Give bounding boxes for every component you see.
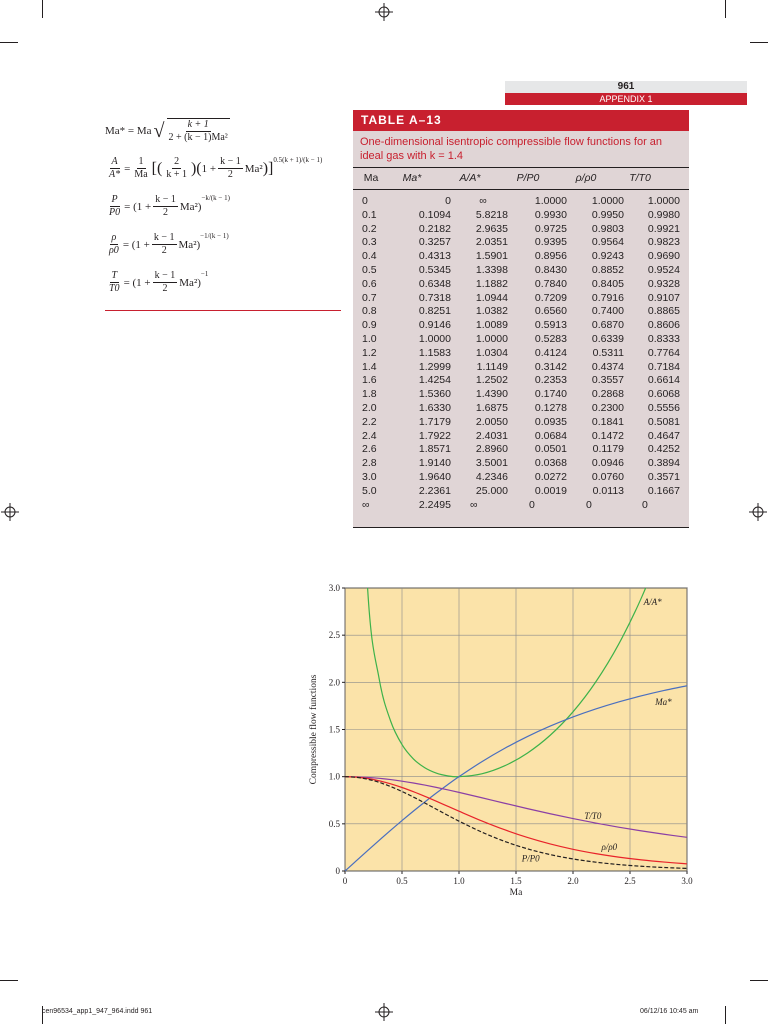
formula-lhs-den: ρ0 xyxy=(109,245,119,256)
table-cell: 1.6330 xyxy=(418,402,451,414)
y-tick-label: 0.5 xyxy=(328,818,340,829)
table-rule xyxy=(353,167,689,168)
table-cell: 1.1583 xyxy=(418,346,451,359)
table-cell: 0.9930 xyxy=(534,208,567,221)
table-cell: 0.5345 xyxy=(418,264,451,276)
table-cell: 0.2 xyxy=(362,222,377,235)
table-cell: 0.8 xyxy=(362,305,377,318)
table-cell: 2.0 xyxy=(362,402,377,414)
y-tick-label: 1.0 xyxy=(328,771,340,782)
formula-exponent: 0.5(k + 1)/(k − 1) xyxy=(273,156,323,164)
crop-mark xyxy=(725,0,726,18)
table-cell: 2.0050 xyxy=(475,415,508,428)
table-cell: 1.5360 xyxy=(418,388,451,401)
formula-exponent: −1 xyxy=(200,270,209,278)
table-cell: 0.0935 xyxy=(534,415,567,428)
table-column-header: Ma xyxy=(363,172,379,184)
table-cell: 0.3557 xyxy=(591,374,624,387)
formula-lhs-num: A xyxy=(111,156,118,167)
table-cell: 1.7179 xyxy=(418,415,451,428)
table-cell: 0.7209 xyxy=(534,291,567,304)
table-cell: 0.3142 xyxy=(534,360,567,373)
series-label: ρ/ρ0 xyxy=(601,842,618,853)
table-cell: 0.5081 xyxy=(647,415,680,428)
table-cell: 0.4 xyxy=(362,250,377,263)
table-cell: 1.0089 xyxy=(475,319,508,332)
crop-mark xyxy=(725,1006,726,1024)
table-cell: 0.0368 xyxy=(534,457,567,470)
table-cell: 1.1882 xyxy=(475,277,508,290)
table-cell: 0.1841 xyxy=(591,415,624,428)
flow-functions-chart xyxy=(300,580,700,910)
table-rule xyxy=(353,527,689,528)
y-tick-label: 2.0 xyxy=(328,677,340,688)
table-cell: 0.9980 xyxy=(647,208,680,221)
table-cell: 0.8852 xyxy=(591,264,624,276)
table-column-header: ρ/ρ0 xyxy=(575,172,597,184)
table-cell: 2.4 xyxy=(362,429,377,442)
table-cell: 0.9564 xyxy=(591,236,624,249)
table-cell: 0.7184 xyxy=(647,360,680,373)
table-cell: 1.0000 xyxy=(647,195,680,207)
table-cell: 0.4374 xyxy=(591,360,624,373)
table-cell: 1.0000 xyxy=(475,333,508,345)
table-cell: 0.6339 xyxy=(591,333,624,345)
table-cell: 0.9725 xyxy=(534,222,567,235)
x-tick-label: 2.0 xyxy=(567,876,579,886)
table-cell: 0.8956 xyxy=(534,250,567,263)
table-cell: 2.9635 xyxy=(475,222,508,235)
formula-density-ratio: $\frac{\rho}{\rho 0}$ = (1 + $\frac{k - 1}{2}$ Ma²) $^{-1/(k - 1)}$ xyxy=(109,232,229,256)
registration-mark-icon xyxy=(375,1003,393,1021)
table-cell: 0.8251 xyxy=(418,305,451,318)
table-cell: 0.0113 xyxy=(592,484,624,497)
table-cell: 2.8 xyxy=(362,457,377,470)
formula-lhs-den: P0 xyxy=(109,207,121,218)
table-cell: 0.4313 xyxy=(418,250,451,263)
table-cell: 2.8960 xyxy=(475,443,508,456)
table-rule xyxy=(353,189,689,190)
table-column-header: Ma* xyxy=(402,172,422,184)
formula-pressure-ratio: $\frac{P}{P0}$ = (1 + $\frac{k - 1}{2}$ Ma²) $^{-k/(k - 1)}$ xyxy=(109,194,230,218)
crop-mark xyxy=(750,42,768,43)
table-title: TABLE A–13 xyxy=(361,113,442,127)
table-cell: 1.1149 xyxy=(476,360,508,373)
table-cell: 0.2353 xyxy=(534,374,567,387)
table-cell: 0.5283 xyxy=(534,333,567,345)
table-cell: 0.2182 xyxy=(418,222,451,235)
footer-date: 06/12/16 10:45 am xyxy=(640,1008,699,1015)
formula-lhs-den: A* xyxy=(109,169,121,180)
table-cell: 1.7922 xyxy=(418,429,451,442)
table-cell: 2.4031 xyxy=(475,429,508,442)
table-cell: 0.1 xyxy=(362,208,377,221)
table-cell: 0.0684 xyxy=(534,429,567,442)
page-number: 961 xyxy=(617,81,635,92)
formula-ma-star: Ma* = Ma √ $\frac{k + 1}{\text{2 + (k − 1)Ma²}}$ xyxy=(105,119,228,143)
x-tick-label: 2.5 xyxy=(624,876,636,886)
table-cell: 1.0000 xyxy=(591,195,624,207)
table-cell: 0.6870 xyxy=(591,319,624,332)
table-cell: 0.7764 xyxy=(647,346,680,359)
formula-numerator: k + 1 xyxy=(187,119,209,130)
table-cell: 1.2502 xyxy=(475,374,508,387)
table-cell: 2.2361 xyxy=(418,484,451,497)
table-cell: 0.3257 xyxy=(418,236,451,249)
table-cell: 0.9803 xyxy=(591,222,624,235)
table-cell: 0.0760 xyxy=(591,471,624,483)
y-tick-label: 2.5 xyxy=(328,630,340,641)
table-cell: 0.6560 xyxy=(534,305,567,318)
table-cell: ∞ xyxy=(362,498,370,511)
chart-svg xyxy=(300,580,700,910)
table-cell: 1.4 xyxy=(362,360,377,373)
table-cell: 0.9328 xyxy=(647,277,680,290)
table-cell: 1.8571 xyxy=(418,443,451,456)
table-cell: 0.9395 xyxy=(534,236,567,249)
table-cell: 0.2868 xyxy=(591,388,624,401)
table-cell: 0.4252 xyxy=(647,443,680,456)
registration-mark-icon xyxy=(375,3,393,21)
formula-lhs-den: T0 xyxy=(109,283,120,294)
series-label: Ma* xyxy=(655,696,672,707)
table-cell: ∞ xyxy=(479,195,487,207)
table-cell: 0.9 xyxy=(362,319,377,332)
table-cell: 5.0 xyxy=(362,484,377,497)
table-cell: 0.6068 xyxy=(647,388,680,401)
table-cell: 0.9524 xyxy=(647,264,680,276)
table-cell: 0.5311 xyxy=(592,346,624,359)
table-cell: 3.0 xyxy=(362,471,377,483)
x-tick-label: 1.0 xyxy=(453,876,465,886)
table-cell: 0.9950 xyxy=(591,208,624,221)
footer-file-name: cen96534_app1_947_964.indd 961 xyxy=(42,1008,153,1015)
table-cell: 0.7318 xyxy=(418,291,451,304)
x-tick-label: 1.5 xyxy=(510,876,522,886)
table-cell: 0.5913 xyxy=(534,319,567,332)
table-cell: 0.6614 xyxy=(647,374,680,387)
registration-mark-icon xyxy=(1,503,19,521)
table-cell: 0.8606 xyxy=(647,319,680,332)
table-cell: 0.7840 xyxy=(534,277,567,290)
table-cell: 2.0351 xyxy=(475,236,508,249)
series-label: P/P0 xyxy=(521,853,540,864)
table-cell: 0.1667 xyxy=(647,484,680,497)
table-column-header: A/A* xyxy=(459,172,481,184)
table-cell: 1.9140 xyxy=(418,457,451,470)
table-cell: 1.4254 xyxy=(418,374,451,387)
table-cell: 1.0304 xyxy=(475,346,508,359)
table-cell: 0.6 xyxy=(362,277,377,290)
table-cell: 5.8218 xyxy=(475,208,508,221)
table-cell: 0.6348 xyxy=(418,277,451,290)
table-cell: 0.9243 xyxy=(591,250,624,263)
y-axis-label: Compressible flow functions xyxy=(309,674,319,785)
table-cell: 1.4390 xyxy=(475,388,508,401)
table-cell: 2.2495 xyxy=(418,498,451,511)
table-cell: 1.6875 xyxy=(475,402,508,414)
formula-lhs-num: T xyxy=(111,270,118,281)
table-cell: 0.8333 xyxy=(647,333,680,345)
table-cell: 0.2300 xyxy=(591,402,624,414)
table-cell: 0.1472 xyxy=(591,429,624,442)
table-cell: 0.0019 xyxy=(534,484,567,497)
x-tick-label: 3.0 xyxy=(681,876,693,886)
table-cell: 0.4124 xyxy=(534,346,567,359)
table-cell: 0.7400 xyxy=(591,305,624,318)
x-tick-label: 0.5 xyxy=(396,876,408,886)
crop-mark xyxy=(42,0,43,18)
table-cell: 1.2999 xyxy=(418,360,451,373)
table-cell: 0.9823 xyxy=(647,236,680,249)
table-cell: 4.2346 xyxy=(475,471,508,483)
table-cell: 0.7916 xyxy=(591,291,624,304)
table-cell: 1.0000 xyxy=(534,195,567,207)
formula-divider xyxy=(105,310,341,311)
table-cell: 0.3 xyxy=(362,236,377,249)
crop-mark xyxy=(0,42,18,43)
table-cell: 2.2 xyxy=(362,415,377,428)
appendix-label: APPENDIX 1 xyxy=(599,94,653,104)
table-cell: 0.7 xyxy=(362,291,377,304)
table-cell: 1.8 xyxy=(362,388,377,401)
formula-exponent: −k/(k − 1) xyxy=(201,194,230,202)
table-cell: 0.1278 xyxy=(534,402,567,414)
table-cell: 0.0272 xyxy=(534,471,567,483)
x-tick-label: 0 xyxy=(342,876,348,886)
table-cell: 0 xyxy=(445,195,451,207)
registration-mark-icon xyxy=(749,503,767,521)
table-cell: 0.0946 xyxy=(591,457,624,470)
table-cell: 0 xyxy=(586,498,592,511)
table-cell: 0 xyxy=(529,498,535,511)
table-cell: 0.8405 xyxy=(591,277,624,290)
table-cell: 1.9640 xyxy=(418,471,451,483)
table-cell: 0.1740 xyxy=(534,388,567,401)
table-cell: 3.5001 xyxy=(475,457,508,470)
table-cell: 2.6 xyxy=(362,443,377,456)
table-caption: One-dimensional isentropic compressible flow functions for an ideal gas with k = 1.4 xyxy=(360,136,663,162)
table-cell: 0 xyxy=(642,498,648,511)
table-cell: 0.1179 xyxy=(592,443,624,456)
formula-lhs-num: ρ xyxy=(111,232,117,243)
table-cell: 0.3894 xyxy=(647,457,680,470)
y-tick-label: 0 xyxy=(335,866,340,876)
table-cell: 0.8430 xyxy=(534,264,567,276)
x-axis-label: Ma xyxy=(509,888,523,898)
series-label: A/A* xyxy=(643,596,662,607)
table-cell: 0.9690 xyxy=(647,250,680,263)
formula-lhs-num: P xyxy=(111,194,118,205)
table-cell: 0.4647 xyxy=(647,429,680,442)
table-column-header: P/P0 xyxy=(516,172,540,184)
table-cell: 0 xyxy=(362,195,368,207)
table-cell: ∞ xyxy=(470,498,478,511)
formula-temperature-ratio: $\frac{T}{T0}$ = (1 + $\frac{k - 1}{2}$ Ma²) $^{-1}$ xyxy=(109,270,209,294)
y-tick-label: 3.0 xyxy=(328,583,340,593)
formula-area-ratio: $\frac{A}{A*}$ = $\frac{1}{Ma}$ [( $\frac{2}{k + 1}$ )( 1 + $\frac{k - 1}{2}$ Ma² )] $^{0.5(k + 1)/(k - 1)}$ xyxy=(109,156,323,180)
table-cell: 0.3571 xyxy=(647,471,680,483)
table-cell: 0.9107 xyxy=(647,291,680,304)
table-cell: 1.0382 xyxy=(475,305,508,318)
formula-exponent: −1/(k − 1) xyxy=(200,232,229,240)
table-cell: 0.0501 xyxy=(534,443,567,456)
table-cell: 0.9921 xyxy=(647,222,680,235)
table-cell: 1.3398 xyxy=(475,264,508,276)
series-label: T/T0 xyxy=(584,811,602,822)
table-cell: 0.9146 xyxy=(418,319,451,332)
table-cell: 1.0 xyxy=(362,333,377,345)
table-cell: 1.5901 xyxy=(475,250,508,263)
table-cell: 0.8865 xyxy=(647,305,680,318)
table-cell: 1.2 xyxy=(362,346,377,359)
crop-mark xyxy=(0,980,18,981)
table-cell: 25.000 xyxy=(475,484,508,497)
table-cell: 1.6 xyxy=(362,374,377,387)
table-cell: 0.5 xyxy=(362,264,377,276)
table-column-header: T/T0 xyxy=(629,172,651,184)
y-tick-label: 1.5 xyxy=(328,724,340,735)
formula-denominator: 2 + (k − 1)Ma² xyxy=(168,132,228,143)
table-cell: 1.0000 xyxy=(418,333,451,345)
formula-lhs: Ma* = Ma xyxy=(105,125,152,137)
table-cell: 0.5556 xyxy=(647,402,680,414)
table-cell: 1.0944 xyxy=(475,291,508,304)
table-cell: 0.1094 xyxy=(418,208,451,221)
crop-mark xyxy=(750,980,768,981)
